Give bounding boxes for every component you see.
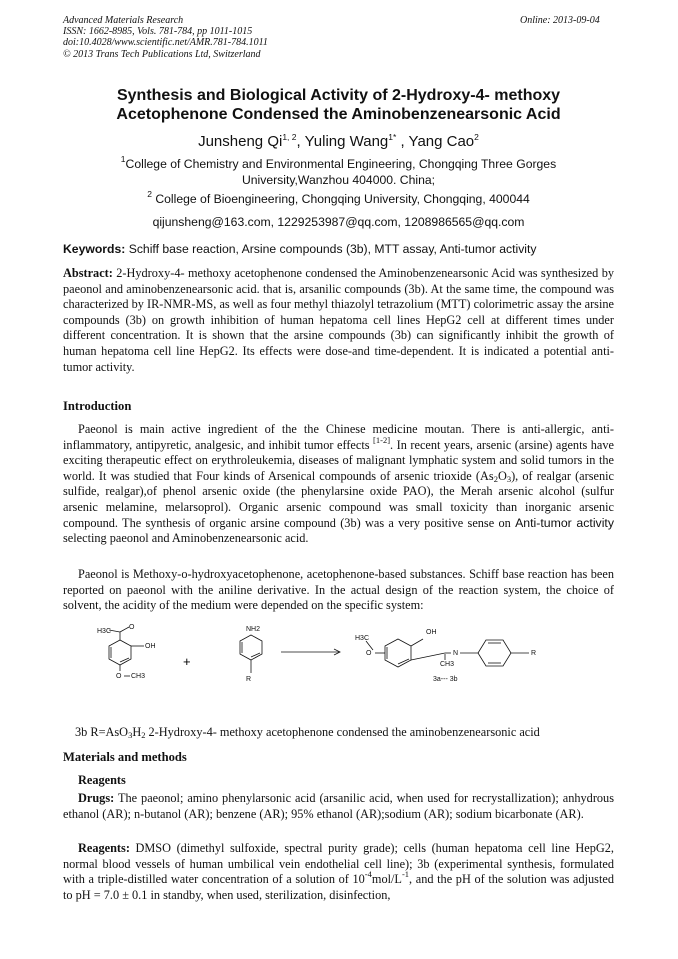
r-group-label: R [246, 676, 252, 683]
h3c-label: H3C [97, 628, 112, 635]
carbonyl-o-label: O [129, 624, 135, 631]
issn: ISSN: 1662-8985, Vols. 781-784, pp 1011-1015 [63, 26, 253, 38]
compound-label: 3a--- 3b [433, 676, 458, 683]
methods-heading: Materials and methods [63, 750, 187, 764]
benzene-ring [109, 640, 131, 665]
hydroxyl-label: OH [145, 643, 156, 650]
affiliation-2: $^2$ College of Bioengineering, Chongqing University, Chongqing, 400044 [147, 189, 530, 206]
author-2: Yuling Wang [304, 133, 389, 150]
keywords: Keywords: Schiff base reaction, Arsine compounds (3b), MTT assay, Anti-tumor activity [63, 242, 537, 256]
email-list: qijunsheng@163.com, 1229253987@qq.com, 1208986565@qq.com [152, 215, 525, 229]
abstract: Abstract: 2-Hydroxy-4- methoxy acetophenone condensed the Aminobenzenearsonic Acid was synthesized by paeonol and aminobenzenearsonic acid. that is, arsanilic compounds (3b). At the same time, the compound was characterized by IR-NMR-MS, as well as four methyl thiazolyl tetrazolium (MTT) colorimetric assay the arsine compounds (3b) on growth inhibition of human hepatoma cell lines HepG2 cell at different times under different concentration. It is shown that the arsine compounds (3b) can significantly inhibit the growth of human hepatoma cell line HepG2. Its effects were dose-and time-dependent. It is indicated a potential anti-tumor activity. [63, 266, 614, 374]
product-h3c-label: H3C [355, 635, 370, 642]
methoxy-o-label: O [116, 673, 122, 680]
copyright: © 2013 Trans Tech Publications Ltd, Switzerland [63, 48, 261, 60]
intro-heading: Introduction [63, 399, 132, 413]
online-date: Online: 2013-09-04 [520, 15, 600, 26]
product-ring-1 [385, 639, 411, 667]
reaction-scheme [63, 618, 614, 698]
journal-header [63, 15, 268, 60]
product-oh-label: OH [426, 629, 437, 636]
reagents-heading: Reagents [78, 773, 126, 787]
intro-paragraph-1: Paeonol is main active ingredient of the the Chinese medicine moutan. There is anti-allergic, anti-inflammatory, antipyretic, analgesic, and inhibit tumor effects [1-2]. In recent years, arsenic (arsine) agents have exciting therapeutic effect on erythroleukemia, diseases of malignant lymphatic system and solid tumors in the world. It was studied that Four kinds of Arsenical compounds of arsenic trioxide $(As_2O_3)$, of realgar (arsenic sulfide, realgar),of phenol arsenic oxide (the phenylarsine oxide PAO), the Merah arsenic alcohol (sulfur arsenic melamine, melarsoprol). Organic arsenic compound was small toxicity than inorganic arsenic compound. The synthesis of organic arsine compound (3b) was a very positive sense on Anti-tumor activity selecting paeonol and Aminobenzenearsonic acid. [63, 422, 614, 546]
aniline-ring [240, 635, 262, 660]
journal-name: Advanced Materials Research [63, 15, 184, 26]
plus-sign: + [183, 654, 191, 669]
doi: doi:10.4028/www.scientific.net/AMR.781-784.1011 [63, 37, 268, 49]
product-ring-2 [478, 640, 511, 666]
reagents-paragraph: Reagents: DMSO (dimethyl sulfoxide, spectral purity grade); cells (human hepatoma cell line HepG2, normal blood vessels of human umbilical vein endothelial cell line); 3b (experimental synthesis, formulated with a triple-distilled water concentration of a solution of $10^{-4}mol/L^{-1}$, and the pH of the solution was adjusted to pH = 7.0 ± 0.1 in standby, when used, sterilization, disinfection, [63, 841, 614, 902]
product-ch3-label: CH3 [440, 661, 455, 668]
scheme-caption: 3b $R=AsO_3H_2$ 2-Hydroxy-4- methoxy acetophenone condensed the aminobenzenearsonic acid [75, 725, 540, 740]
imine-n-label: N [453, 650, 459, 657]
amine-label: NH2 [246, 626, 261, 633]
author-3: Yang Cao [408, 133, 475, 150]
methyl-label: CH3 [131, 673, 146, 680]
product-o-label: O [366, 650, 372, 657]
intro-paragraph-2: Paeonol is Methoxy-o-hydroxyacetophenone, acetophenone-based substances. Schiff base reaction has been reported on paeonol with the aniline derivative. In the actual design of the reaction system, the choice of solvent, the acidity of the medium were depended on the specific system: [63, 567, 614, 613]
affiliation-1: $^1$College of Chemistry and Environmental Engineering, Chongqing Three Gorges University,Wanzhou 404000. China; [120, 154, 557, 187]
drugs-paragraph: Drugs: The paeonol; amino phenylarsonic acid (arsanilic acid, when used for recrystallization); anhydrous ethanol (AR); n-butanol (AR); benzene (AR); 95% ethanol (AR);sodium (AR); sodium bicarbonate (AR). [63, 791, 614, 821]
product-r-label: R [531, 650, 537, 657]
author-list: Junsheng Qi$^{1, 2}$, Yuling Wang$^{1*}$ , Yang Cao$^2$ [198, 132, 479, 150]
author-1: Junsheng Qi [198, 133, 283, 150]
paper-title: Synthesis and Biological Activity of 2-Hydroxy-4- methoxy Acetophenone Condensed the Aminobenzenearsonic Acid [116, 87, 561, 123]
